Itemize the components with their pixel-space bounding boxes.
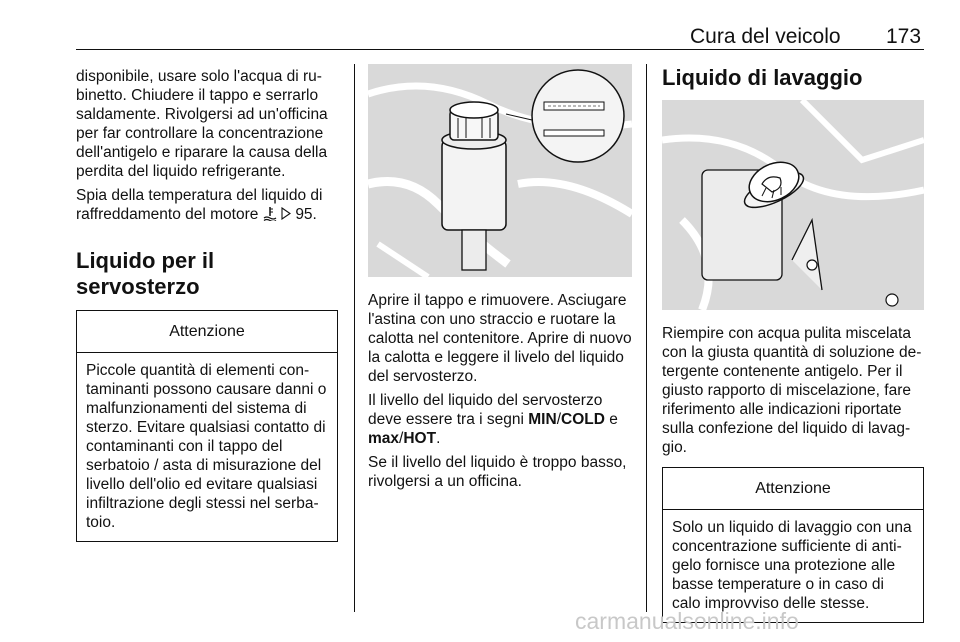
cold-label: COLD (561, 411, 605, 428)
warning-box-lavaggio (662, 467, 924, 623)
right-paragraph-1: Riempire con acqua pulita miscelata con la giusta quantità di soluzione de- tergente contenente antigelo. Per il giusto rapporto di miscelazione, fare riferimento alle indicazioni riportate sulla confezione del liquido di lavag- gio. (662, 325, 922, 456)
warning-title: Attenzione (663, 468, 923, 510)
warning-body: Piccole quantità di elementi con- taminanti possono causare danni o malfunzionamenti del sistema di sterzo. Evitare qualsiasi contatto di contaminanti con il tappo del serbatoio / asta di misurazione del livello dell'olio ed evitare qualsiasi infiltrazione degli stessi nel serba- toio. (86, 362, 327, 531)
column-divider-2 (646, 64, 647, 612)
right-column (662, 324, 924, 623)
hot-label: HOT (403, 430, 437, 447)
arrow-ref-icon (281, 206, 291, 225)
middle-paragraph-3: Se il livello del liquido è troppo basso, rivolgersi a un officina. (368, 454, 627, 490)
max-label: max (368, 430, 400, 447)
section-heading-lavaggio: Liquido di lavaggio (662, 65, 863, 90)
section-heading-servosterzo: Liquido per il servosterzo (76, 248, 215, 299)
slash: / (399, 430, 404, 447)
min-label: MIN (528, 411, 557, 428)
level-text: Il livello del liquido del servosterzo deve essere tra i segni (368, 392, 603, 428)
middle-column (368, 291, 636, 496)
thermometer-icon (263, 206, 277, 226)
middle-paragraph-1: Aprire il tappo e rimuovere. Asciugare l'astina con uno straccio e ruotare la calotta nel contenitore. Aprire di nuovo la calotta e leggere il livelo del liquido del servosterzo. (368, 292, 632, 385)
warning-body: Solo un liquido di lavaggio con una concentrazione sufficiente di anti- gelo fornisce una protezione alle basse temperature o in caso di calo improvviso delle stesse. (672, 519, 912, 612)
slash: / (556, 411, 561, 428)
header-rule (76, 49, 924, 50)
right-heading-wrap (662, 65, 924, 91)
conj-e: e (604, 411, 618, 428)
warning-title: Attenzione (77, 311, 337, 353)
page-ref[interactable]: 95. (295, 206, 317, 223)
steering-reservoir-illustration (368, 64, 632, 277)
washer-reservoir-illustration (662, 100, 924, 310)
coolant-spia-text: Spia della temperatura del liquido di raffreddamento del motore (76, 187, 323, 223)
left-column (76, 67, 338, 542)
left-paragraph-2 (76, 186, 338, 226)
middle-paragraph-2 (368, 391, 636, 448)
header-title: Cura del veicolo (690, 25, 841, 48)
left-paragraph-1: disponibile, usare solo l'acqua di ru- binetto. Chiudere il tappo e serrarlo saldamente. Rivolgersi ad un'officina per far controllare la concentrazione dell'antigelo e riparare la causa della perdita del liquido refrigerante. (76, 68, 328, 180)
column-divider-1 (354, 64, 355, 612)
page-number: 173 (886, 25, 922, 48)
period: . (436, 430, 441, 447)
warning-box-servosterzo (76, 310, 338, 542)
watermark: carmanualsonline.info (575, 608, 799, 634)
